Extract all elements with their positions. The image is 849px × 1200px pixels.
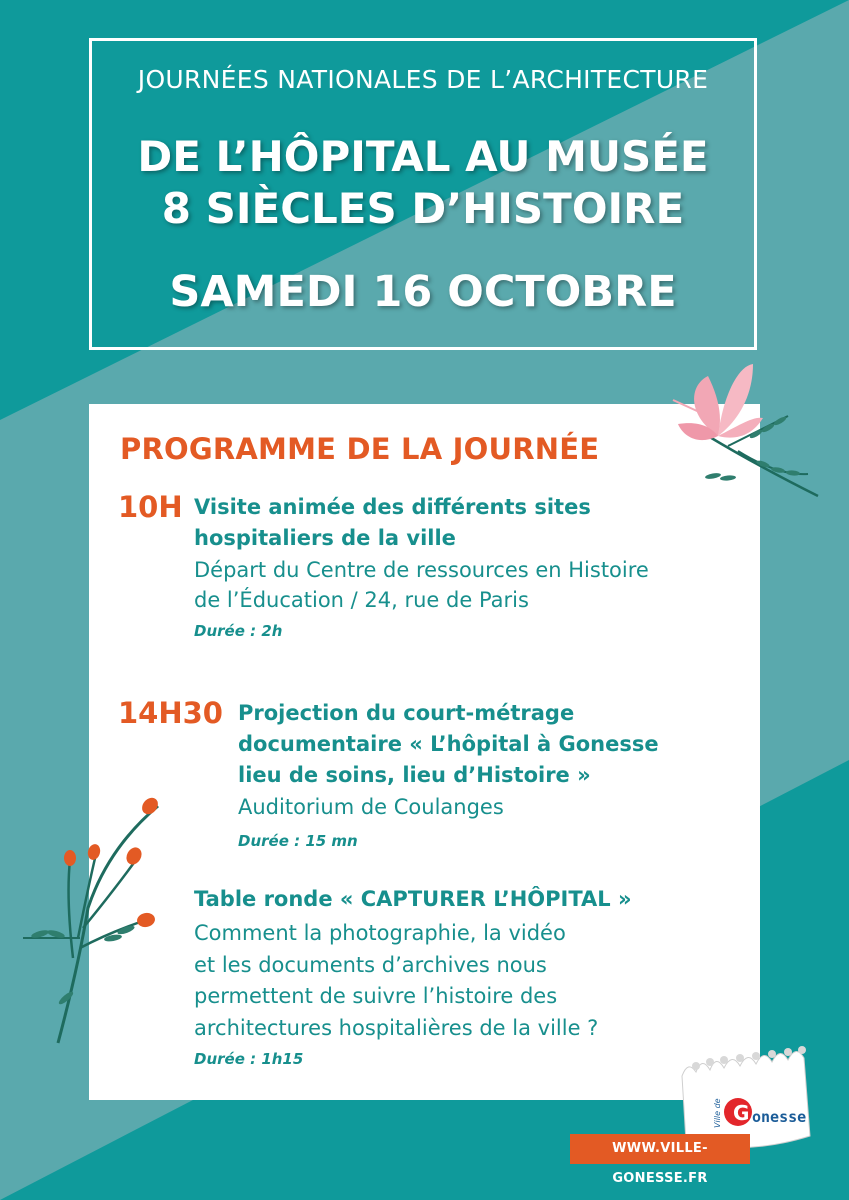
event-1-title: [194, 492, 591, 554]
logo-small-text: Ville de: [713, 1098, 722, 1128]
event-3-location: [194, 918, 598, 1044]
event-3-location-line-1: Comment la photographie, la vidéo: [194, 921, 566, 945]
website-link[interactable]: WWW.VILLE-GONESSE.FR: [570, 1134, 750, 1164]
main-title-line-2: 8 SIÈCLES D’HISTOIRE: [161, 184, 685, 233]
svg-text:G: G: [733, 1101, 750, 1125]
main-title: [92, 131, 754, 235]
event-date: SAMEDI 16 OCTOBRE: [169, 267, 677, 317]
event-3-title-line-1: Table ronde « CAPTURER L’HÔPITAL »: [194, 887, 632, 911]
event-2-title-line-1: Projection du court-métrage: [238, 701, 575, 725]
event-2-title: [238, 698, 659, 791]
event-1-location-line-2: de l’Éducation / 24, rue de Paris: [194, 588, 529, 612]
event-3-location-line-3: permettent de suivre l’histoire des: [194, 984, 558, 1008]
event-2-title-line-3: lieu de soins, lieu d’Histoire »: [238, 763, 591, 787]
event-1-duration: Durée : 2h: [194, 622, 283, 640]
logo-name: onesse: [752, 1108, 807, 1126]
event-1-title-line-2: hospitaliers de la ville: [194, 526, 456, 550]
rosehip-branch-icon: [18, 788, 178, 1048]
event-1-location-line-1: Départ du Centre de ressources en Histoire: [194, 558, 649, 582]
event-1-location: [194, 555, 649, 615]
event-2-time: 14H30: [118, 696, 223, 730]
event-2-location-line-1: Auditorium de Coulanges: [238, 795, 504, 819]
event-2-title-line-2: documentaire « L’hôpital à Gonesse: [238, 732, 659, 756]
supertitle: JOURNÉES NATIONALES DE L’ARCHITECTURE: [137, 65, 709, 94]
event-3-title: [194, 884, 632, 915]
event-2-location: [238, 792, 504, 822]
event-3-location-line-4: architectures hospitalières de la ville ?: [194, 1015, 599, 1040]
event-3-location-line-2: et les documents d’archives nous: [194, 952, 547, 977]
header-box: [89, 38, 757, 350]
program-title: PROGRAMME DE LA JOURNÉE: [120, 432, 600, 466]
pink-flower-icon: [668, 356, 828, 506]
main-title-line-1: DE L’HÔPITAL AU MUSÉE: [137, 132, 709, 181]
event-3-duration: Durée : 1h15: [194, 1050, 304, 1068]
event-1-title-line-1: Visite animée des différents sites: [194, 495, 591, 519]
event-2-duration: Durée : 15 mn: [238, 832, 358, 850]
event-1-time: 10H: [118, 490, 183, 524]
